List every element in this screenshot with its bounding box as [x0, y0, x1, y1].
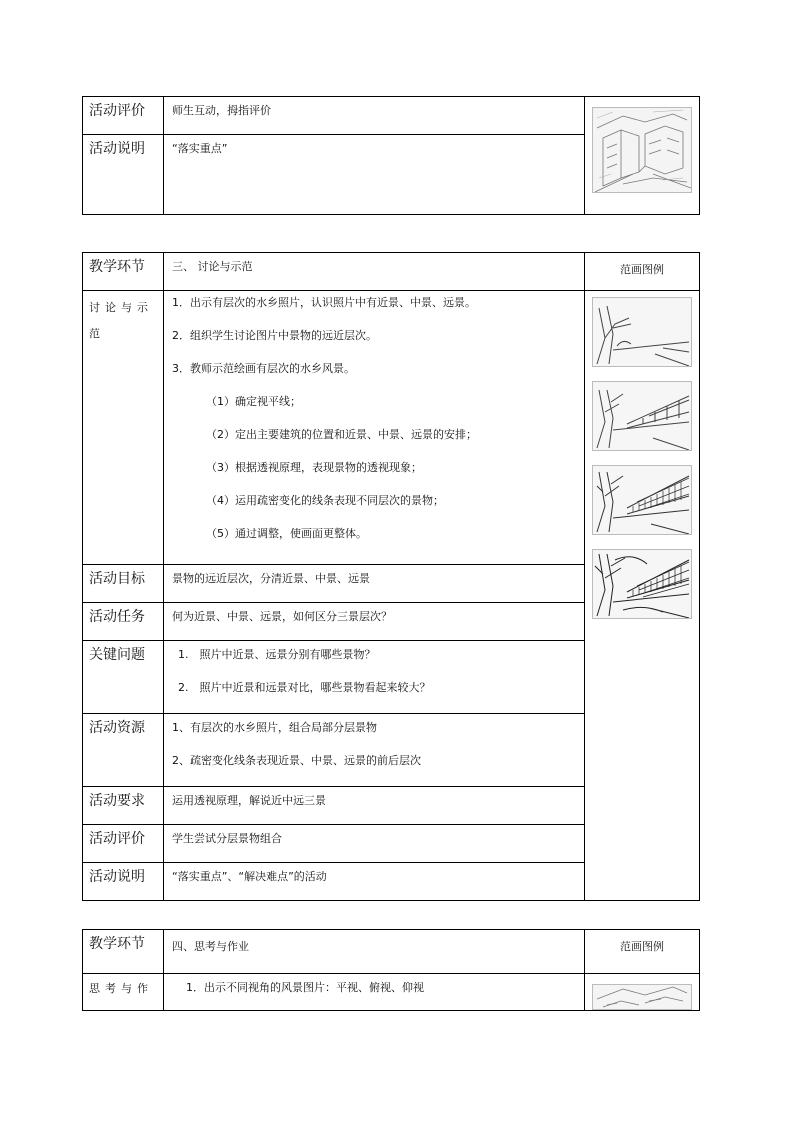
discussion-label: 讨论与示范 — [83, 291, 164, 565]
section-title: 三、 讨论与示范 — [164, 253, 585, 291]
row-value: 学生尝试分层景物组合 — [164, 825, 585, 863]
list-item: 2．组织学生讨论图片中景物的远近层次。 — [172, 329, 377, 342]
image-header: 范画图例 — [585, 930, 700, 974]
row-label: 活动评价 — [83, 825, 164, 863]
row-value: “落实重点”、“解决难点”的活动 — [164, 863, 585, 901]
activity-table-2 — [82, 252, 700, 901]
row-label: 活动要求 — [83, 787, 164, 825]
row-value — [164, 641, 585, 714]
image-cell — [585, 974, 700, 1011]
list-item: 2. 照片中近景和远景对比，哪些景物看起来较大？ — [178, 681, 431, 694]
section-label: 教学环节 — [83, 930, 164, 974]
row-value: 何为近景、中景、远景，如何区分三景层次？ — [164, 603, 585, 641]
row-value: “落实重点” — [164, 135, 585, 215]
row-value — [164, 714, 585, 787]
row-label: 活动说明 — [83, 863, 164, 901]
row-label: 活动任务 — [83, 603, 164, 641]
row-label: 关键问题 — [83, 641, 164, 714]
sketch-step-4-icon — [592, 549, 692, 619]
sub-item: （2）定出主要建筑的位置和近景、中景、远景的安排； — [206, 428, 477, 441]
image-header: 范画图例 — [585, 253, 700, 291]
row-label: 活动说明 — [83, 135, 164, 215]
sub-item: （1）确定视平线； — [206, 395, 301, 408]
row-value: 1．出示不同视角的风景图片：平视、俯视、仰视 — [164, 974, 585, 1011]
section-label: 教学环节 — [83, 253, 164, 291]
section-title: 四、思考与作业 — [164, 930, 585, 974]
list-item: 2、疏密变化线条表现近景、中景、远景的前后层次 — [172, 754, 421, 767]
list-item: 1. 照片中近景、远景分别有哪些景物？ — [178, 648, 376, 661]
street-sketch-icon — [592, 107, 692, 193]
sketch-step-2-icon — [592, 381, 692, 451]
list-item: 1、有层次的水乡照片，组合局部分层景物 — [172, 721, 377, 734]
image-cell — [585, 291, 700, 901]
discussion-content — [164, 291, 585, 565]
row-label: 活动资源 — [83, 714, 164, 787]
image-cell — [585, 97, 700, 215]
sketch-step-1-icon — [592, 297, 692, 367]
street-sketch-2-icon — [592, 984, 692, 1010]
row-label: 活动目标 — [83, 565, 164, 603]
row-label: 思考与作 — [83, 974, 164, 1011]
sub-item: （3）根据透视原理，表现景物的透视现象； — [206, 461, 422, 474]
row-value: 景物的远近层次，分清近景、中景、远景 — [164, 565, 585, 603]
sub-item: （4）运用疏密变化的线条表现不同层次的景物； — [206, 494, 444, 507]
activity-table-3 — [82, 929, 700, 1011]
sketch-step-3-icon — [592, 465, 692, 535]
row-value: 运用透视原理，解说近中远三景 — [164, 787, 585, 825]
list-item: 3．教师示范绘画有层次的水乡风景。 — [172, 362, 355, 375]
sub-item: （5）通过调整，使画面更整体。 — [206, 527, 367, 540]
row-label: 活动评价 — [83, 97, 164, 135]
list-item: 1．出示有层次的水乡照片，认识照片中有近景、中景、远景。 — [172, 296, 476, 309]
row-value: 师生互动，拇指评价 — [164, 97, 585, 135]
activity-table-1 — [82, 96, 700, 215]
